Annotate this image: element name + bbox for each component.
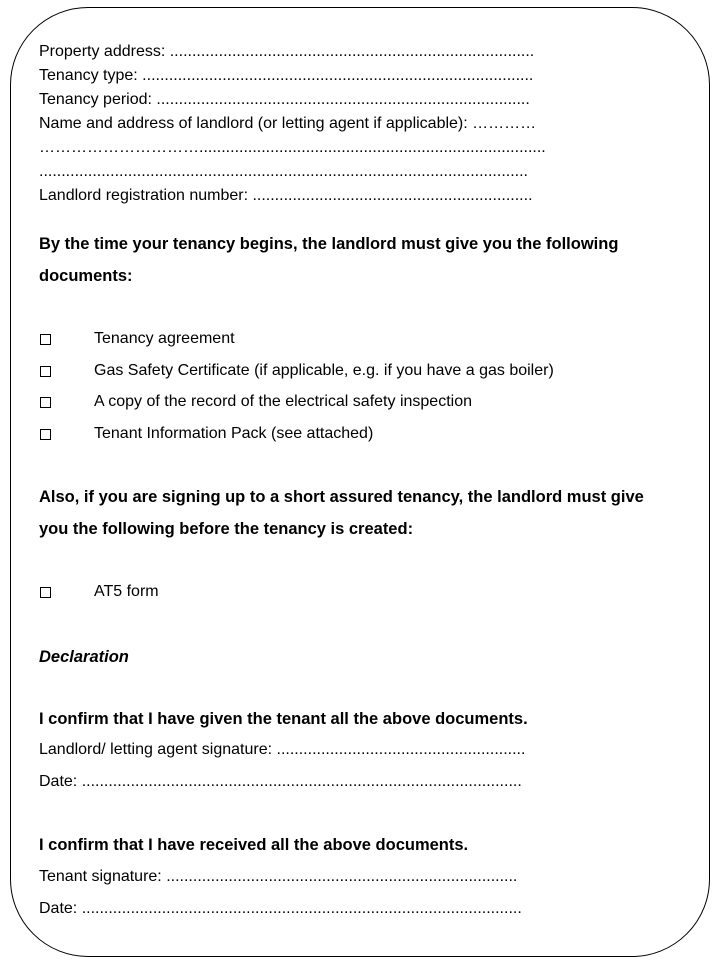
section1-heading-line2: documents: bbox=[39, 267, 133, 285]
declaration-title: Declaration bbox=[39, 648, 129, 666]
item-gas-safety: Gas Safety Certificate (if applicable, e.g. if you have a gas boiler) bbox=[94, 362, 554, 379]
item-tenancy-agreement: Tenancy agreement bbox=[94, 330, 235, 347]
checkbox-gas-safety[interactable] bbox=[40, 366, 51, 377]
tenancy-type-field[interactable]: Tenancy type: ........................................................................................ bbox=[39, 67, 534, 84]
tenant-signature-field[interactable]: Tenant signature: ............................................................................... bbox=[39, 868, 518, 885]
checkbox-electrical-safety[interactable] bbox=[40, 397, 51, 408]
landlord-address-line-1[interactable]: ………………………….............................................................................. bbox=[39, 139, 546, 156]
tenant-date-field[interactable]: Date: ................................................................................................... bbox=[39, 900, 522, 917]
landlord-address-line-2[interactable]: .............................................................................................................. bbox=[39, 163, 528, 180]
tenant-confirm-text: I confirm that I have received all the above documents. bbox=[39, 836, 469, 854]
tenancy-period-field[interactable]: Tenancy period: .................................................................................... bbox=[39, 91, 530, 108]
landlord-confirm-text: I confirm that I have given the tenant all the above documents. bbox=[39, 710, 528, 728]
checkbox-at5-form[interactable] bbox=[40, 587, 51, 598]
item-at5-form: AT5 form bbox=[94, 583, 159, 600]
landlord-date-field[interactable]: Date: ................................................................................................... bbox=[39, 773, 522, 790]
item-electrical-safety: A copy of the record of the electrical safety inspection bbox=[94, 393, 472, 410]
landlord-signature-field[interactable]: Landlord/ letting agent signature: ........................................................ bbox=[39, 741, 526, 758]
section2-heading-line1: Also, if you are signing up to a short assured tenancy, the landlord must give bbox=[39, 488, 644, 506]
section2-heading-line2: you the following before the tenancy is created: bbox=[39, 520, 414, 538]
section1-heading-line1: By the time your tenancy begins, the landlord must give you the following bbox=[39, 235, 619, 253]
property-address-field[interactable]: Property address: .................................................................................. bbox=[39, 43, 535, 60]
item-information-pack: Tenant Information Pack (see attached) bbox=[94, 425, 374, 442]
checkbox-tenancy-agreement[interactable] bbox=[40, 334, 51, 345]
landlord-name-field[interactable]: Name and address of landlord (or letting agent if applicable): ………… bbox=[39, 115, 537, 132]
landlord-registration-field[interactable]: Landlord registration number: ............................................................... bbox=[39, 187, 533, 204]
checkbox-information-pack[interactable] bbox=[40, 429, 51, 440]
